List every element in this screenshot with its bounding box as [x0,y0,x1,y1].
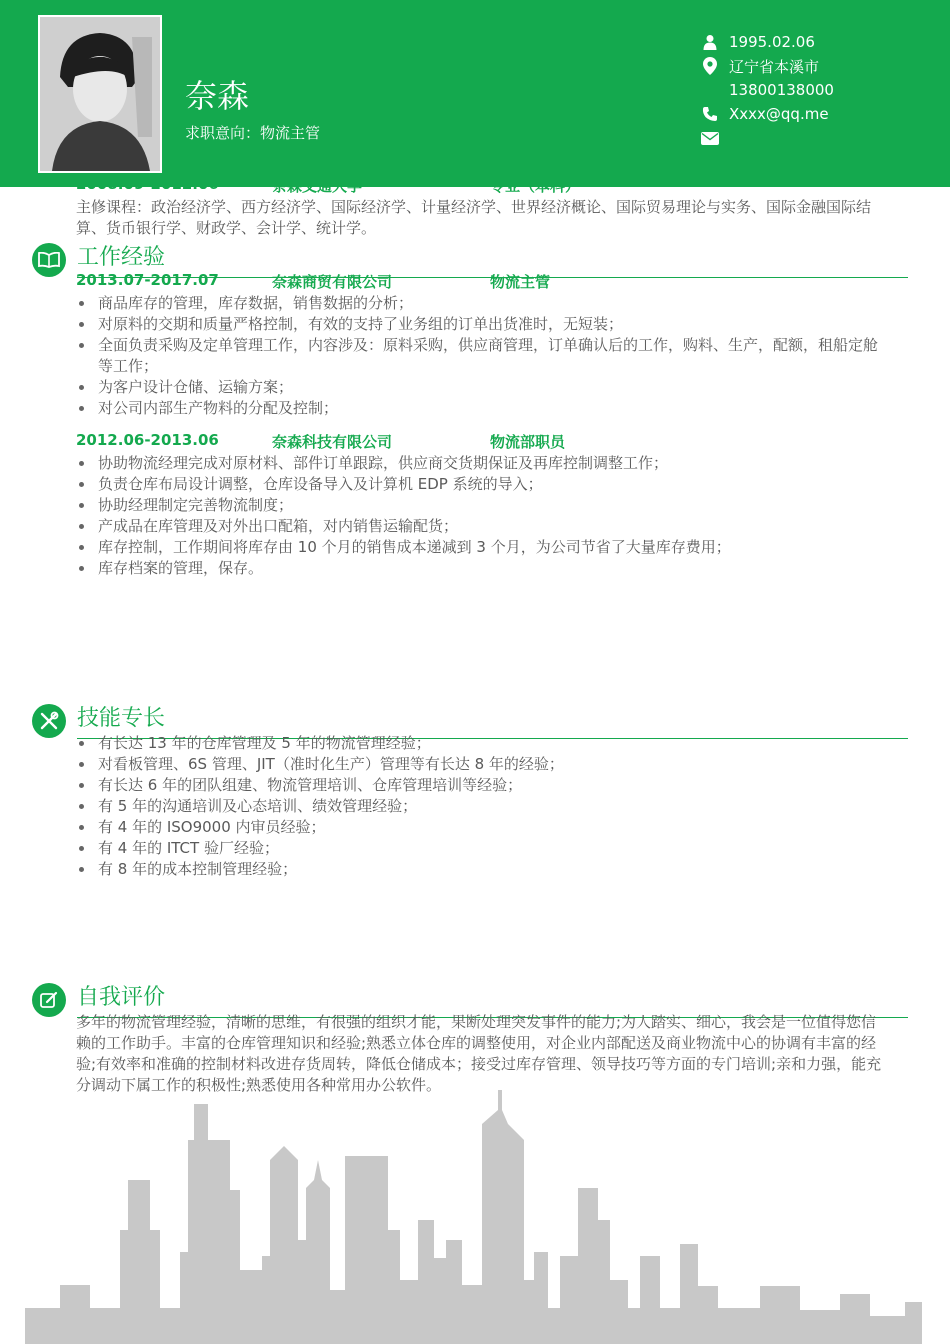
education-courses: 主修课程：政治经济学、西方经济学、国际经济学、计量经济学、世界经济概论、国际贸易理论与实务、国际金融国际结算、货币银行学、财政学、会计学、统计学。 [76,198,872,237]
list-item: 协助经理制定完善物流制度； [76,495,890,516]
mail-icon [700,128,720,148]
work-section-title: 工作经验 [77,245,166,270]
job-date: 2012.06-2013.06 [76,431,219,449]
location-text: 辽宁省本溪市 [729,57,820,76]
header-banner [0,0,950,187]
contact-location [700,54,834,78]
list-item: 负责仓库布局设计调整，仓库设备导入及计算机 EDP 系统的导入； [76,474,890,495]
list-item: 有长达 6 年的团队组建、物流管理培训、仓库管理培训等经验； [76,775,890,796]
list-item: 有 4 年的 ITCT 验厂经验； [76,838,890,859]
edit-icon [32,983,66,1017]
self-eval-text: 多年的物流管理经验，清晰的思维，有很强的组织才能，果断处理突发事件的能力;为人踏实、细心，我会是一位值得您信赖的工作助手。丰富的仓库管理知识和经验;熟悉立体仓库的调整使用，对企业内部配送及商业物流中心的协调有丰富的经验;有效率和准确的控制材料改进存货周转，降低仓储成本；接受过库存管理、领导技巧等方面的专门培训;亲和力强，能充分调动下属工作的积极性;熟悉使用各种常用办公软件。 [76,1013,882,1094]
person-portrait-placeholder [40,17,160,171]
job-company: 奈森商贸有限公司 [272,273,393,291]
list-item: 商品库存的管理，库存数据，销售数据的分析； [76,293,890,314]
contact-mail [700,126,834,150]
location-icon [700,56,720,76]
list-item: 对看板管理、6S 管理、JIT（准时化生产）管理等有长达 8 年的经验； [76,754,890,775]
job-entry-head [76,431,890,453]
job-position: 物流主管 [490,273,551,291]
phone-text: 13800138000 [729,81,834,99]
list-item: 全面负责采购及定单管理工作，内容涉及：原料采购，供应商管理，订单确认后的工作，购料、生产，配额，租船定舱等工作； [76,335,890,377]
work-entry-1 [76,271,890,419]
job-duties-list [76,293,890,419]
contact-phone [700,78,834,102]
contact-birthdate [700,30,834,54]
list-item: 有 5 年的沟通培训及心态培训、绩效管理经验； [76,796,890,817]
profile-photo [38,15,162,173]
book-icon [32,243,66,277]
phone-icon [700,104,720,124]
job-duties-list [76,453,890,579]
job-company: 奈森科技有限公司 [272,433,393,451]
job-position: 物流部职员 [490,433,566,451]
work-entry-2 [76,431,890,579]
candidate-name: 奈森 [185,77,250,115]
contact-email [700,102,834,126]
job-entry-head [76,271,890,293]
list-item: 协助物流经理完成对原材料、部件订单跟踪，供应商交货期保证及再库控制调整工作； [76,453,890,474]
skills-list [76,733,890,880]
list-item: 有长达 13 年的仓库管理及 5 年的物流管理经验； [76,733,890,754]
skills-content [76,733,890,880]
self-eval-content [76,1012,890,1096]
tools-icon [32,704,66,738]
list-item: 有 4 年的 ISO9000 内审员经验； [76,817,890,838]
self-eval-section-title: 自我评价 [77,985,166,1010]
list-item: 有 8 年的成本控制管理经验； [76,859,890,880]
skills-section-title: 技能专长 [77,706,166,731]
job-intention: 求职意向：物流主管 [185,124,321,142]
list-item: 为客户设计仓储、运输方案； [76,377,890,398]
job-date: 2013.07-2017.07 [76,271,219,289]
list-item: 库存控制，工作期间将库存由 10 个月的销售成本递减到 3 个月，为公司节省了大量库存费用； [76,537,890,558]
list-item: 库存档案的管理，保存。 [76,558,890,579]
city-skyline-illustration [0,1080,950,1344]
list-item: 对原料的交期和质量严格控制，有效的支持了业务组的订单出货准时，无短装； [76,314,890,335]
person-icon [700,32,720,52]
birthdate-text: 1995.02.06 [729,33,815,51]
list-item: 对公司内部生产物料的分配及控制； [76,398,890,419]
email-text: Xxxx@qq.me [729,105,829,123]
contact-info [700,30,834,150]
list-item: 产成品在库管理及对外出口配箱，对内销售运输配货； [76,516,890,537]
